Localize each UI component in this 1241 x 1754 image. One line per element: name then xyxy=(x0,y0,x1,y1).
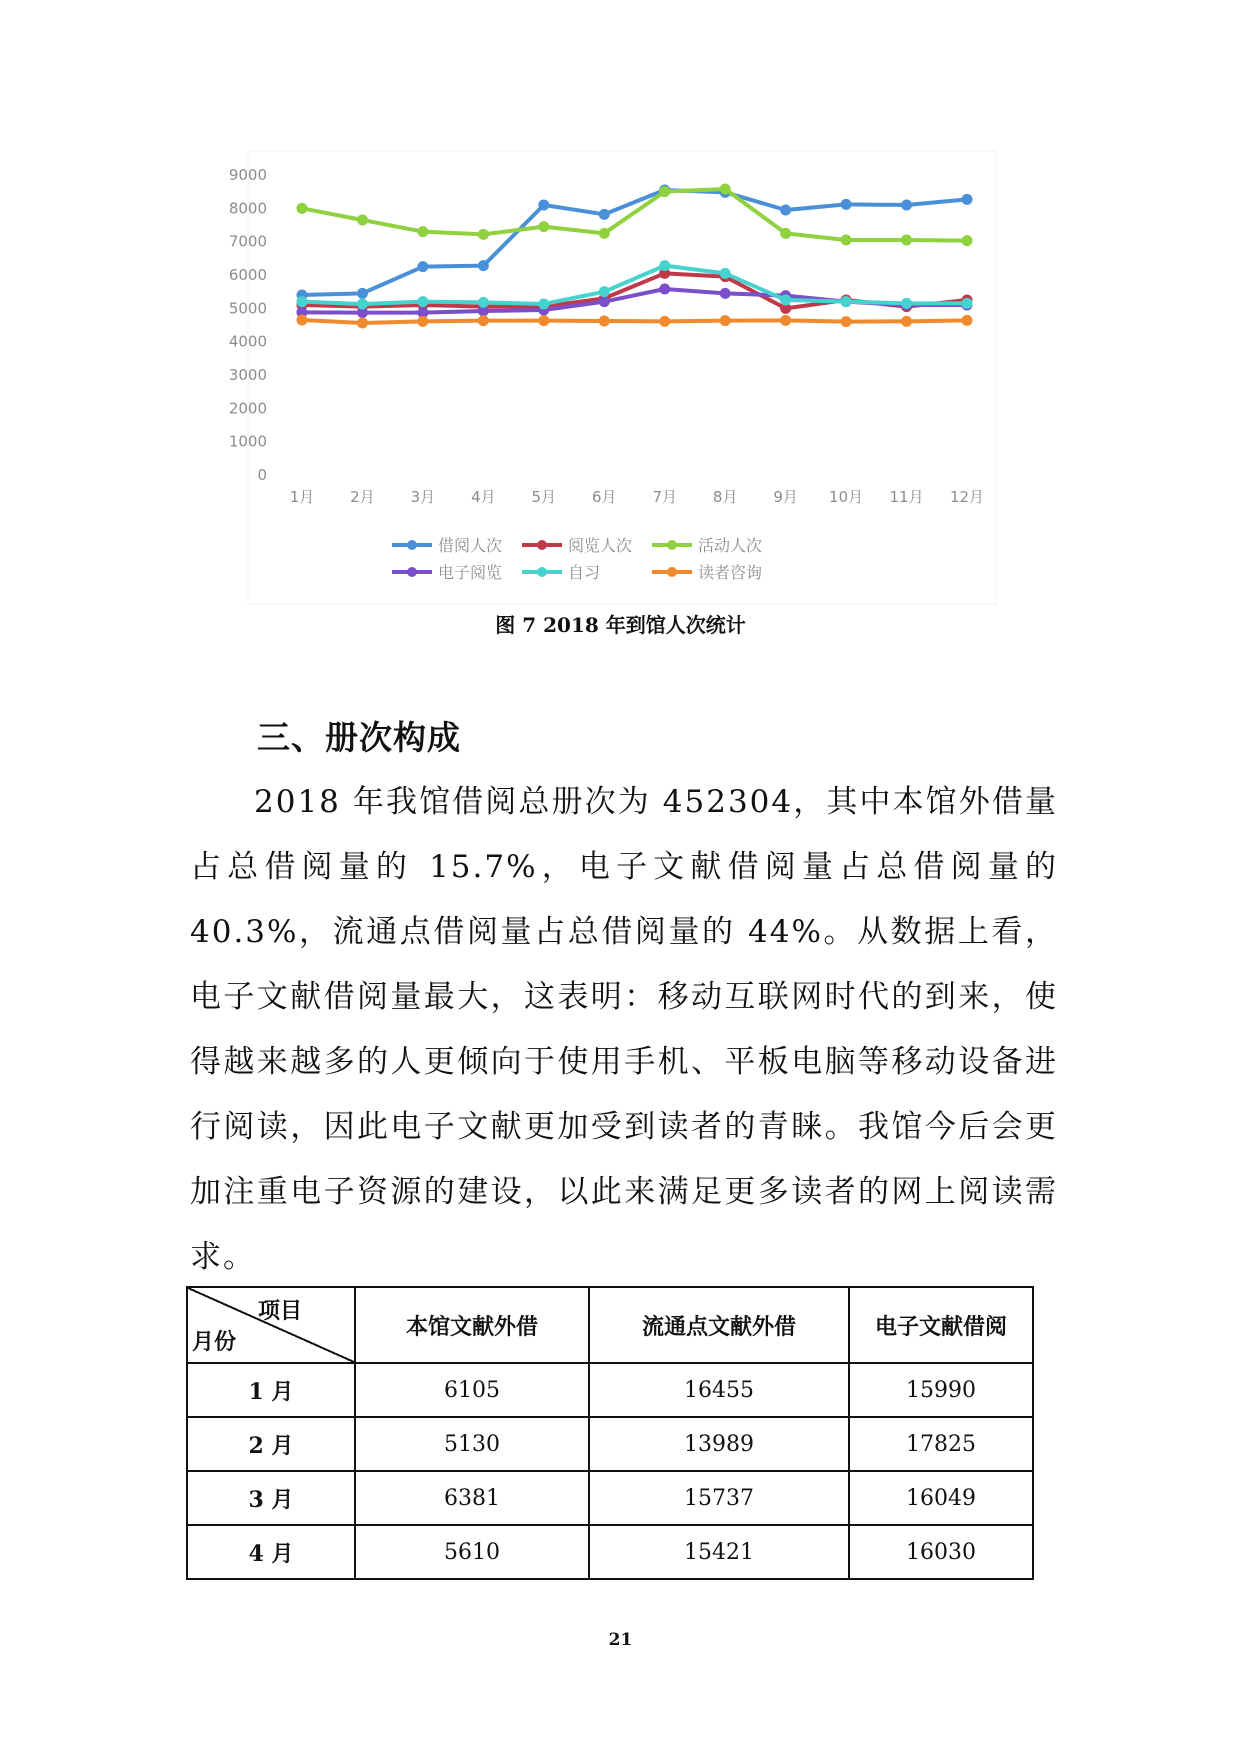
data-point xyxy=(660,187,670,197)
x-tick-label: 8月 xyxy=(712,488,738,506)
lending-table xyxy=(186,1286,1034,1580)
data-point xyxy=(478,297,488,307)
data-point xyxy=(418,227,428,237)
data-point xyxy=(297,203,307,213)
table-cell: 16030 xyxy=(849,1525,1033,1579)
x-tick-label: 2月 xyxy=(350,488,375,506)
y-tick-label: 2000 xyxy=(228,399,267,418)
table-row xyxy=(187,1525,1033,1579)
data-point xyxy=(539,299,549,309)
column-header: 电子文献借阅 xyxy=(849,1287,1033,1363)
x-tick-label: 11月 xyxy=(889,488,924,506)
figure-caption: 图 7 2018 年到馆人次统计 xyxy=(495,613,746,637)
table-row xyxy=(187,1471,1033,1525)
data-point xyxy=(297,297,307,307)
data-point xyxy=(357,318,367,328)
data-point xyxy=(539,200,549,210)
legend-label: 活动人次 xyxy=(698,536,763,555)
table-cell: 6381 xyxy=(355,1471,589,1525)
x-tick-label: 4月 xyxy=(471,488,496,506)
data-point xyxy=(720,268,730,278)
legend-marker xyxy=(667,540,677,550)
column-header: 本馆文献外借 xyxy=(355,1287,589,1363)
data-point xyxy=(418,297,428,307)
y-tick-label: 5000 xyxy=(228,299,267,318)
data-point xyxy=(478,229,488,239)
table-header-row xyxy=(187,1287,1033,1363)
data-point xyxy=(599,228,609,238)
column-header: 流通点文献外借 xyxy=(589,1287,849,1363)
y-tick-label: 4000 xyxy=(228,332,267,351)
data-point xyxy=(478,261,488,271)
data-point xyxy=(841,235,851,245)
y-tick-label: 8000 xyxy=(228,199,267,218)
series-line xyxy=(302,189,967,241)
legend-marker xyxy=(537,567,547,577)
data-point xyxy=(418,262,428,272)
data-point xyxy=(902,235,912,245)
chart-svg xyxy=(228,150,997,605)
data-point xyxy=(781,315,791,325)
data-point xyxy=(297,315,307,325)
y-tick-label: 3000 xyxy=(228,366,267,384)
data-point xyxy=(357,288,367,298)
legend-label: 自习 xyxy=(568,563,601,582)
legend-label: 借阅人次 xyxy=(438,536,503,555)
data-point xyxy=(357,299,367,309)
table-cell: 13989 xyxy=(589,1417,849,1471)
x-tick-label: 7月 xyxy=(652,488,678,506)
x-tick-label: 10月 xyxy=(829,488,864,506)
row-month: 1 月 xyxy=(187,1363,355,1417)
data-point xyxy=(841,199,851,209)
x-tick-label: 3月 xyxy=(410,488,436,506)
data-point xyxy=(539,316,549,326)
x-tick-label: 6月 xyxy=(591,488,617,506)
data-point xyxy=(902,316,912,326)
table-cell: 5130 xyxy=(355,1417,589,1471)
legend-label: 电子阅览 xyxy=(438,563,503,582)
table-cell: 15990 xyxy=(849,1363,1033,1417)
data-point xyxy=(660,316,670,326)
legend-marker xyxy=(407,567,417,577)
x-tick-label: 12月 xyxy=(949,488,985,506)
row-month: 2 月 xyxy=(187,1417,355,1471)
data-point xyxy=(599,297,609,307)
y-tick-label: 0 xyxy=(257,466,267,484)
series-line xyxy=(302,320,967,323)
legend-label: 阅览人次 xyxy=(568,536,633,555)
legend-marker xyxy=(667,567,677,577)
table-cell: 16455 xyxy=(589,1363,849,1417)
data-point xyxy=(962,236,972,246)
table-cell: 16049 xyxy=(849,1471,1033,1525)
data-point xyxy=(962,298,972,308)
legend-marker xyxy=(537,540,547,550)
data-point xyxy=(841,297,851,307)
data-point xyxy=(902,200,912,210)
section-title: 三、册次构成 xyxy=(257,718,461,757)
data-point xyxy=(660,261,670,271)
data-point xyxy=(539,222,549,232)
data-point xyxy=(599,209,609,219)
corner-label-month: 月份 xyxy=(192,1329,237,1355)
y-tick-label: 9000 xyxy=(228,166,267,184)
data-point xyxy=(962,194,972,204)
data-point xyxy=(720,316,730,326)
legend-label: 读者咨询 xyxy=(698,563,763,582)
row-month: 3 月 xyxy=(187,1471,355,1525)
table-row xyxy=(187,1417,1033,1471)
data-point xyxy=(599,316,609,326)
legend-marker xyxy=(407,540,417,550)
data-point xyxy=(962,315,972,325)
table-cell: 5610 xyxy=(355,1525,589,1579)
table-cell: 15421 xyxy=(589,1525,849,1579)
data-point xyxy=(660,284,670,294)
x-tick-label: 9月 xyxy=(773,488,798,506)
data-point xyxy=(478,316,488,326)
table-cell: 6105 xyxy=(355,1363,589,1417)
x-tick-label: 1月 xyxy=(289,488,315,506)
data-point xyxy=(841,317,851,327)
y-tick-label: 1000 xyxy=(228,432,267,451)
data-point xyxy=(781,295,791,305)
data-point xyxy=(720,184,730,194)
x-tick-label: 5月 xyxy=(531,488,557,506)
data-point xyxy=(781,228,791,238)
line-chart xyxy=(228,150,997,605)
data-point xyxy=(357,215,367,225)
corner-label-item: 项目 xyxy=(257,1298,302,1324)
data-point xyxy=(720,288,730,298)
data-point xyxy=(418,316,428,326)
row-month: 4 月 xyxy=(187,1525,355,1579)
body-paragraph: 2018 年我馆借阅总册次为 452304，其中本馆外借量占总借阅量的 15.7%，电子文献借阅量占总借阅量的 40.3%，流通点借阅量占总借阅量的 44%。从数据上看，电子文献借阅量最大，这表明：移动互联网时代的到来，使得越来越多的人更倾向于使用手机、平板电脑等移动设备进行阅读，因此电子文献更加受到读者的青睐。我馆今后会更加注重电子资源的建设，以此来满足更多读者的网上阅读需求。 xyxy=(190,784,1058,1275)
data-point xyxy=(599,287,609,297)
data-point xyxy=(902,298,912,308)
table-cell: 17825 xyxy=(849,1417,1033,1471)
y-tick-label: 6000 xyxy=(228,266,267,284)
table-row xyxy=(187,1363,1033,1417)
data-point xyxy=(781,205,791,215)
page-number: 21 xyxy=(608,1630,633,1650)
table-cell: 15737 xyxy=(589,1471,849,1525)
table-corner-cell xyxy=(187,1287,355,1363)
y-tick-label: 7000 xyxy=(228,232,267,251)
